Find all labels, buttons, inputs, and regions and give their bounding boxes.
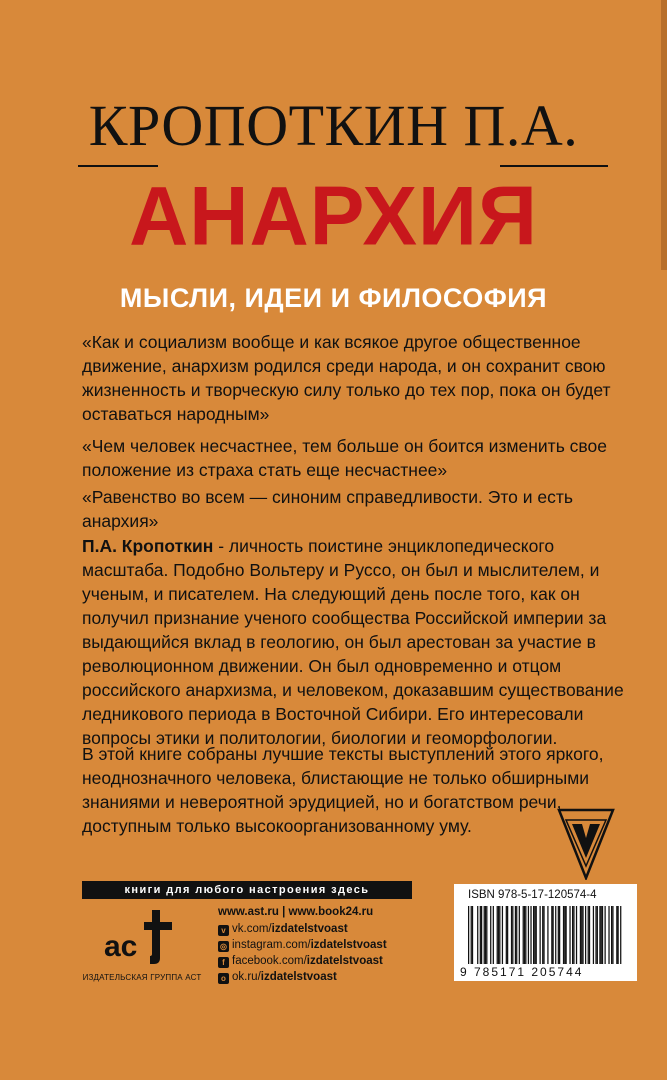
- title-rule-left: [78, 165, 158, 167]
- author-bio-text: - личность поистине энциклопедического масштаба. Подобно Вольтеру и Руссо, он был и мыслителем, и ученым, и писателем. На следующий день после того, как он получил признание ученого сообщества Российской империи за выдающийся вклад в геологию, он был арестован за участие в революционном движении. Он был одновременно и отцом российского анархизма, и человеком, доказавшим существование ледникового периода в Восточной Сибири. Его интересовали вопросы этики и политологии, биологии и геоморфологии.: [82, 536, 624, 748]
- book-description: В этой книге собраны лучшие тексты выступлений этого яркого, неоднозначного человека, блистающие не только обширными знаниями и невероятной эрудицией, но и богатством речи, доступным только высокоорганизованному уму.: [82, 744, 604, 836]
- ok-icon: o: [218, 973, 229, 984]
- vk-icon: v: [218, 925, 229, 936]
- instagram-icon: ◎: [218, 941, 229, 952]
- ast-logo: [102, 906, 182, 966]
- quote-3: «Равенство во всем — синоним справедливости. Это и есть анархия»: [82, 487, 573, 531]
- publisher-websites[interactable]: www.ast.ru | www.book24.ru: [218, 906, 374, 918]
- title-rule-right: [500, 165, 608, 167]
- book-title: АНАРХИЯ: [129, 170, 538, 263]
- social-link-ok[interactable]: o ok.ru/izdatelstvoast: [218, 971, 448, 984]
- imprint-v-logo: [556, 808, 616, 880]
- svg-text:ac: ac: [104, 930, 138, 963]
- facebook-icon: f: [218, 957, 229, 968]
- quote-1: «Как и социализм вообще и как всякое другое общественное движение, анархизм родился среди народа, и он сохранит свою жизненность и творческую силу только до тех пор, пока он будет оставаться народным»: [82, 332, 611, 424]
- quote-2: «Чем человек несчастнее, тем больше он боится изменить свое положение из страха стать еще несчастнее»: [82, 436, 607, 480]
- book-subtitle: МЫСЛИ, ИДЕИ И ФИЛОСОФИЯ: [119, 283, 548, 313]
- author-bio: [82, 534, 642, 750]
- isbn-label: ISBN 978-5-17-120574-4: [468, 889, 597, 901]
- social-link-instagram[interactable]: ◎ instagram.com/izdatelstvoast: [220, 939, 387, 951]
- barcode: [468, 906, 624, 964]
- barcode-digits: 9 785171 205744: [460, 965, 584, 979]
- publisher-name: ИЗДАТЕЛЬСКАЯ ГРУППА АСТ: [82, 973, 202, 982]
- publisher-tagline: книги для любого настроения здесь: [82, 881, 412, 899]
- author-bio-name: П.А. Кропоткин: [82, 536, 214, 556]
- isbn-box: [454, 884, 637, 981]
- social-link-vk[interactable]: v vk.com/izdatelstvoast: [218, 923, 448, 936]
- social-link-facebook[interactable]: f facebook.com/izdatelstvoast: [218, 955, 448, 968]
- author-name: КРОПОТКИН П.А.: [88, 93, 579, 158]
